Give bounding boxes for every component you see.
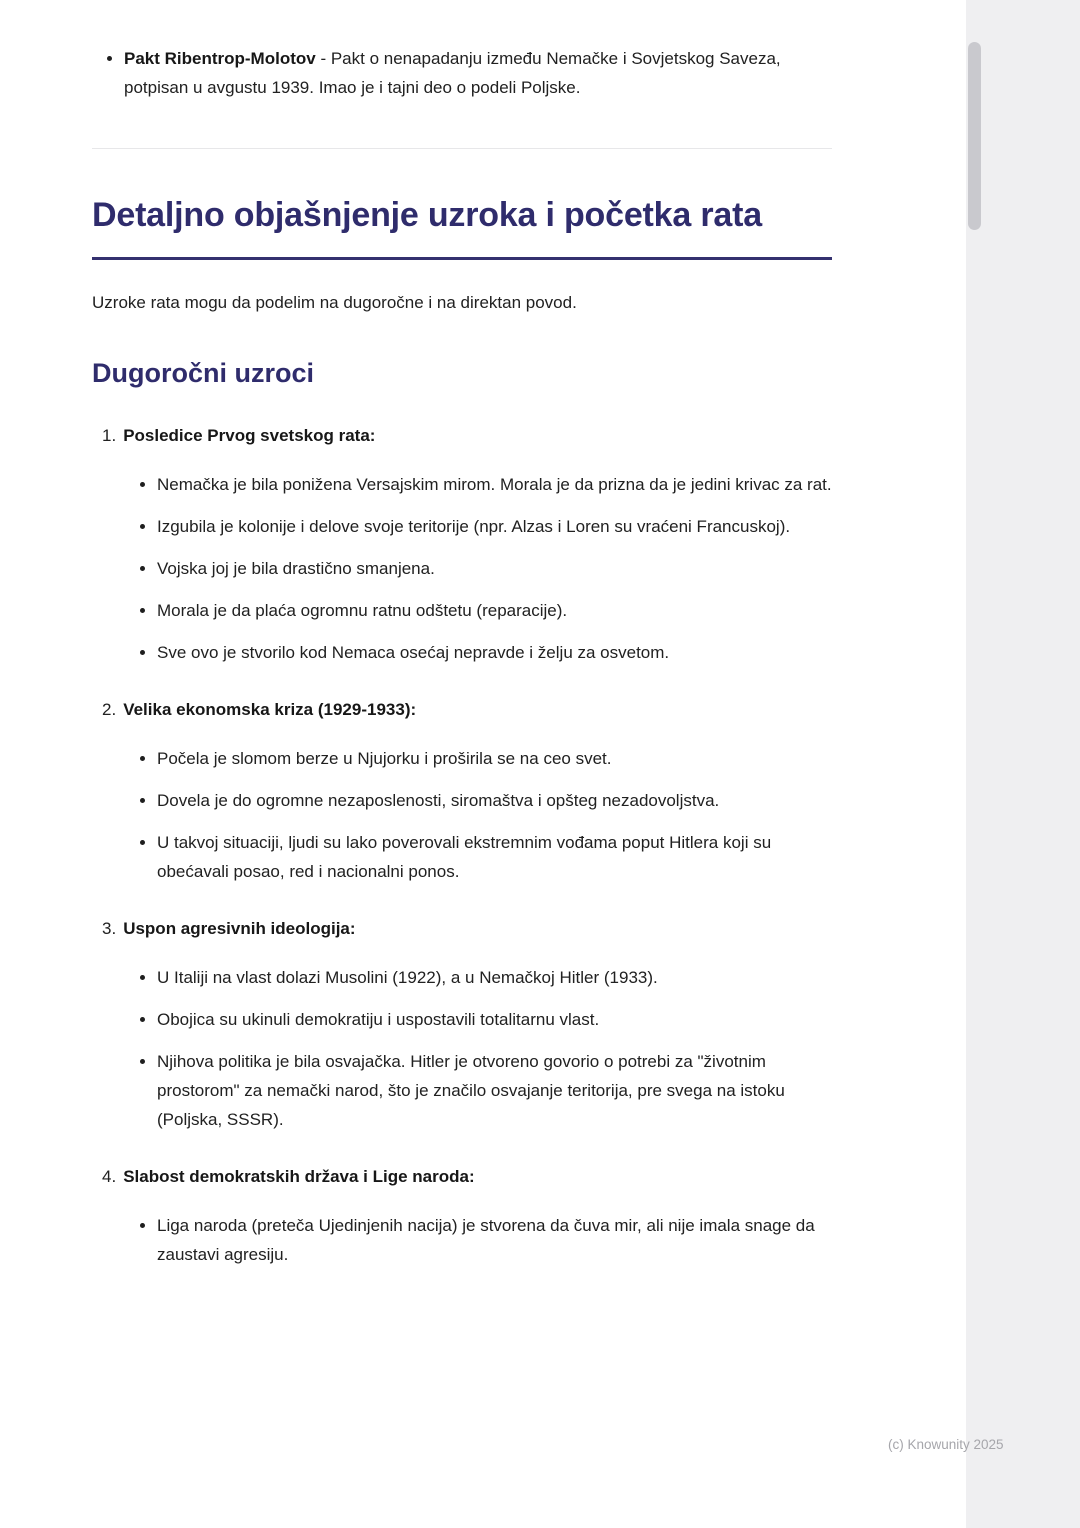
bullet-item: • U Italiji na vlast dolazi Musolini (1922), a u Nemačkoj Hitler (1933).: [157, 963, 832, 992]
item-title: Slabost demokratskih država i Lige naroda:: [123, 1167, 475, 1186]
item-number: 2.: [102, 700, 117, 719]
lead-paragraph: Uzroke rata mogu da podelim na dugoročne i na direktan povod.: [92, 293, 577, 312]
ordered-item-heading: [92, 421, 832, 450]
intro-bullet-text: - Pakt o nenapadanju između Nemačke i Sovjetskog Saveza, potpisan u avgustu 1939. Imao je i tajni deo o podeli Poljske.: [124, 49, 781, 97]
intro-bullet-term: Pakt Ribentrop-Molotov: [124, 49, 316, 68]
bullet-item: • Počela je slomom berze u Njujorku i proširila se na ceo svet.: [157, 744, 832, 773]
section-title-block: [92, 191, 832, 260]
ordered-item-2: [92, 695, 832, 886]
bullet-item: • Dovela je do ogromne nezaposlenosti, siromaštva i opšteg nezadovoljstva.: [157, 786, 832, 815]
bullet-item: • Obojica su ukinuli demokratiju i uspostavili totalitarnu vlast.: [157, 1005, 832, 1034]
item-bullet-list: [92, 1211, 832, 1269]
item-title: Velika ekonomska kriza (1929-1933):: [123, 700, 417, 719]
bullet-item: • Morala je da plaća ogromnu ratnu odštetu (reparacije).: [157, 596, 832, 625]
app-background-strip: [966, 0, 1080, 1528]
bullet-item: • Nemačka je bila ponižena Versajskim mirom. Morala je da prizna da je jedini krivac za rat.: [157, 470, 832, 499]
copyright-watermark: (c) Knowunity 2025: [888, 1437, 1004, 1452]
bullet-item: • Sve ovo je stvorilo kod Nemaca osećaj nepravde i želju za osvetom.: [157, 638, 832, 667]
subsection-title: Dugoročni uzroci: [92, 358, 314, 388]
ordered-item-4: [92, 1162, 832, 1269]
bullet-item: • Liga naroda (preteča Ujedinjenih nacija) je stvorena da čuva mir, ali nije imala snage da zaustavi agresiju.: [157, 1211, 832, 1269]
item-bullet-list: [92, 744, 832, 886]
intro-bullet-list: [92, 44, 832, 102]
item-bullet-list: [92, 963, 832, 1134]
intro-bullet-item: [124, 44, 832, 102]
item-title: Uspon agresivnih ideologija:: [123, 919, 356, 938]
section-title: Detaljno objašnjenje uzroka i početka rata: [92, 196, 762, 234]
ordered-item-3: [92, 914, 832, 1134]
item-bullet-list: [92, 470, 832, 667]
vertical-scrollbar-thumb[interactable]: [968, 42, 981, 230]
section-divider: [92, 148, 832, 149]
bullet-item: • Vojska joj je bila drastično smanjena.: [157, 554, 832, 583]
ordered-item-1: [92, 421, 832, 667]
ordered-item-heading: [92, 695, 832, 724]
bullet-item: • Izgubila je kolonije i delove svoje teritorije (npr. Alzas i Loren su vraćeni Francuskoj).: [157, 512, 832, 541]
item-number: 4.: [102, 1167, 117, 1186]
document-content: [92, 0, 832, 1269]
item-number: 1.: [102, 426, 117, 445]
item-number: 3.: [102, 919, 117, 938]
ordered-item-heading: [92, 1162, 832, 1191]
ordered-item-heading: [92, 914, 832, 943]
bullet-item: • U takvoj situaciji, ljudi su lako poverovali ekstremnim vođama poput Hitlera koji su obećavali posao, red i nacionalni ponos.: [157, 828, 832, 886]
bullet-item: • Njihova politika je bila osvajačka. Hitler je otvoreno govorio o potrebi za "životnim prostorom" za nemački narod, što je značilo osvajanje teritorija, pre svega na istoku (Poljska, SSSR).: [157, 1047, 832, 1134]
ordered-list: [92, 421, 832, 1269]
item-title: Posledice Prvog svetskog rata:: [123, 426, 376, 445]
